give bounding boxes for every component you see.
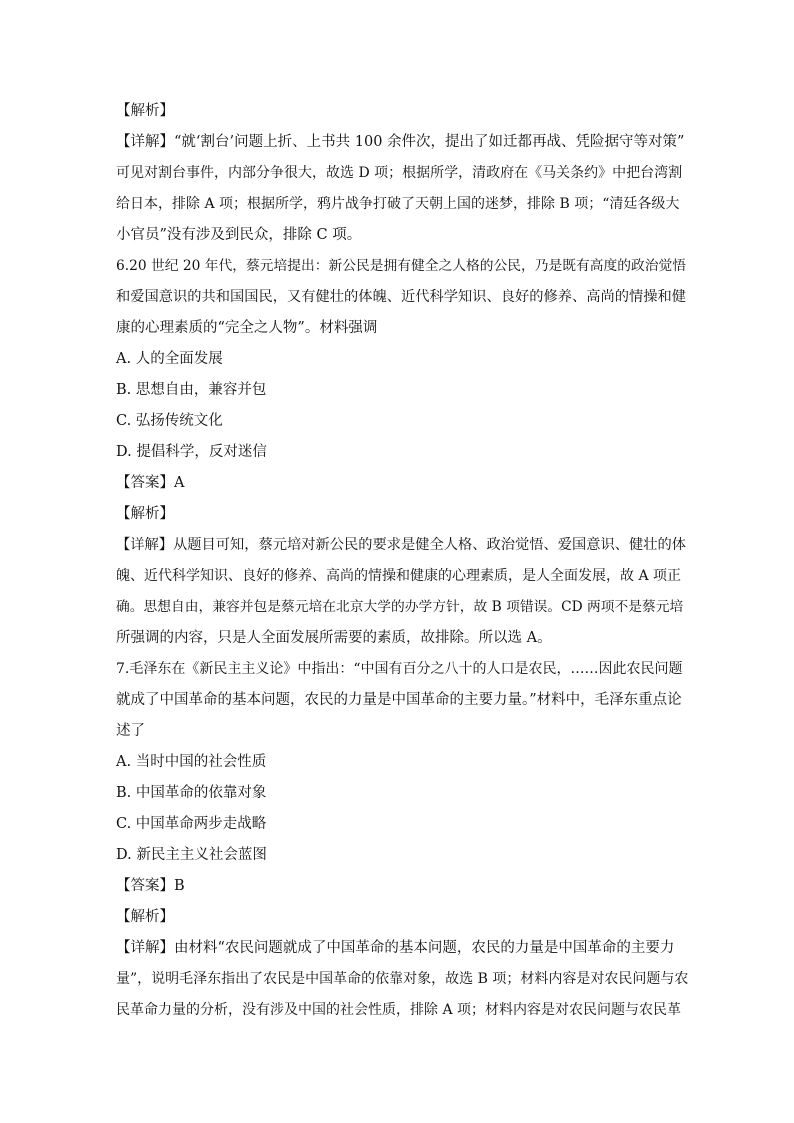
q6-analysis-label: 【解析】 <box>116 506 174 522</box>
q6-detail-text-1: 从题目可知，蔡元培对新公民的要求是健全人格、政治觉悟、爱国意识、健壮的体 <box>173 537 687 553</box>
q7-detail-line-2: 量”，说明毛泽东指出了农民是中国革命的依靠对象，故选 B 项；材料内容是对农民问题与农 <box>116 971 689 987</box>
q7-detail-text-1: 由材料“农民问题就成了中国革命的基本问题，农民的力量是中国革命的主要力 <box>174 940 675 956</box>
q7-option-b: B. 中国革命的依靠对象 <box>116 785 267 801</box>
q6-stem-line-1: 6.20 世纪 20 年代，蔡元培提出：新公民是拥有健全之人格的公民，乃是既有高度的政治觉悟 <box>116 258 686 274</box>
q6-option-a: A. 人的全面发展 <box>116 351 223 367</box>
q7-option-c: C. 中国革命两步走战略 <box>116 816 267 832</box>
q6-detail-line-4: 所强调的内容，只是人全面发展所需要的素质，故排除。所以选 A。 <box>116 630 552 646</box>
q7-answer <box>116 871 688 902</box>
q7-analysis-label: 【解析】 <box>116 909 174 925</box>
q5-analysis-label: 【解析】 <box>116 103 174 119</box>
q6-stem-line-2: 和爱国意识的共和国国民，又有健壮的体魄、近代科学知识、良好的修养、高尚的情操和健 <box>116 289 687 305</box>
document-page <box>116 96 688 1026</box>
q7-option-a: A. 当时中国的社会性质 <box>116 754 267 770</box>
q6-answer <box>116 468 688 499</box>
q5-detail-line-4: 小官员”没有涉及到民众，排除 C 项。 <box>116 227 362 243</box>
q7-option-d: D. 新民主主义社会蓝图 <box>116 847 267 863</box>
q7-stem-line-2: 就成了中国革命的基本问题，农民的力量是中国革命的主要力量。”材料中，毛泽东重点论 <box>116 692 682 708</box>
q5-detail-text-1: “就‘割台’问题上折、上书共 100 余件次，提出了如迁都再战、凭险据守等对策” <box>174 134 685 150</box>
q7-detail-line-3: 民革命力量的分析，没有涉及中国的社会性质，排除 A 项；材料内容是对农民问题与农民革 <box>116 1002 682 1018</box>
q6-option-c: C. 弘扬传统文化 <box>116 413 223 429</box>
q6-detail-label: 【详解】 <box>116 537 174 553</box>
q6-answer-value: A <box>174 475 185 491</box>
q6-detail-line-3: 确。思想自由，兼容并包是蔡元培在北京大学的办学方针，故 B 项错误。CD 两项不是蔡元培 <box>116 599 684 615</box>
q6-option-d: D. 提倡科学，反对迷信 <box>116 444 267 460</box>
q6-option-b: B. 思想自由，兼容并包 <box>116 382 267 398</box>
q5-detail-line-2: 可见对割台事件，内部分争很大，故选 D 项；根据所学，清政府在《马关条约》中把台湾割 <box>116 165 683 181</box>
q5-detail-line-3: 给日本，排除 A 项；根据所学，鸦片战争打破了天朝上国的迷梦，排除 B 项；“清廷各级大 <box>116 196 680 212</box>
q6-detail-line-1 <box>116 530 688 561</box>
q5-detail-label: 【详解】 <box>116 134 174 150</box>
q5-detail-line-1 <box>116 127 688 158</box>
q6-stem-line-3: 康的心理素质的“完全之人物”。材料强调 <box>116 320 378 336</box>
q7-stem-line-1: 7.毛泽东在《新民主主义论》中指出：“中国有百分之八十的人口是农民，……因此农民问题 <box>116 661 683 677</box>
q7-answer-value: B <box>174 878 185 894</box>
q6-answer-label: 【答案】 <box>116 475 174 491</box>
q7-stem-line-3: 述了 <box>116 723 145 739</box>
q7-detail-label: 【详解】 <box>116 940 174 956</box>
q7-answer-label: 【答案】 <box>116 878 174 894</box>
q7-detail-line-1 <box>116 933 688 964</box>
q6-detail-line-2: 魄、近代科学知识、良好的修养、高尚的情操和健康的心理素质，是人全面发展，故 A 项正 <box>116 568 682 584</box>
